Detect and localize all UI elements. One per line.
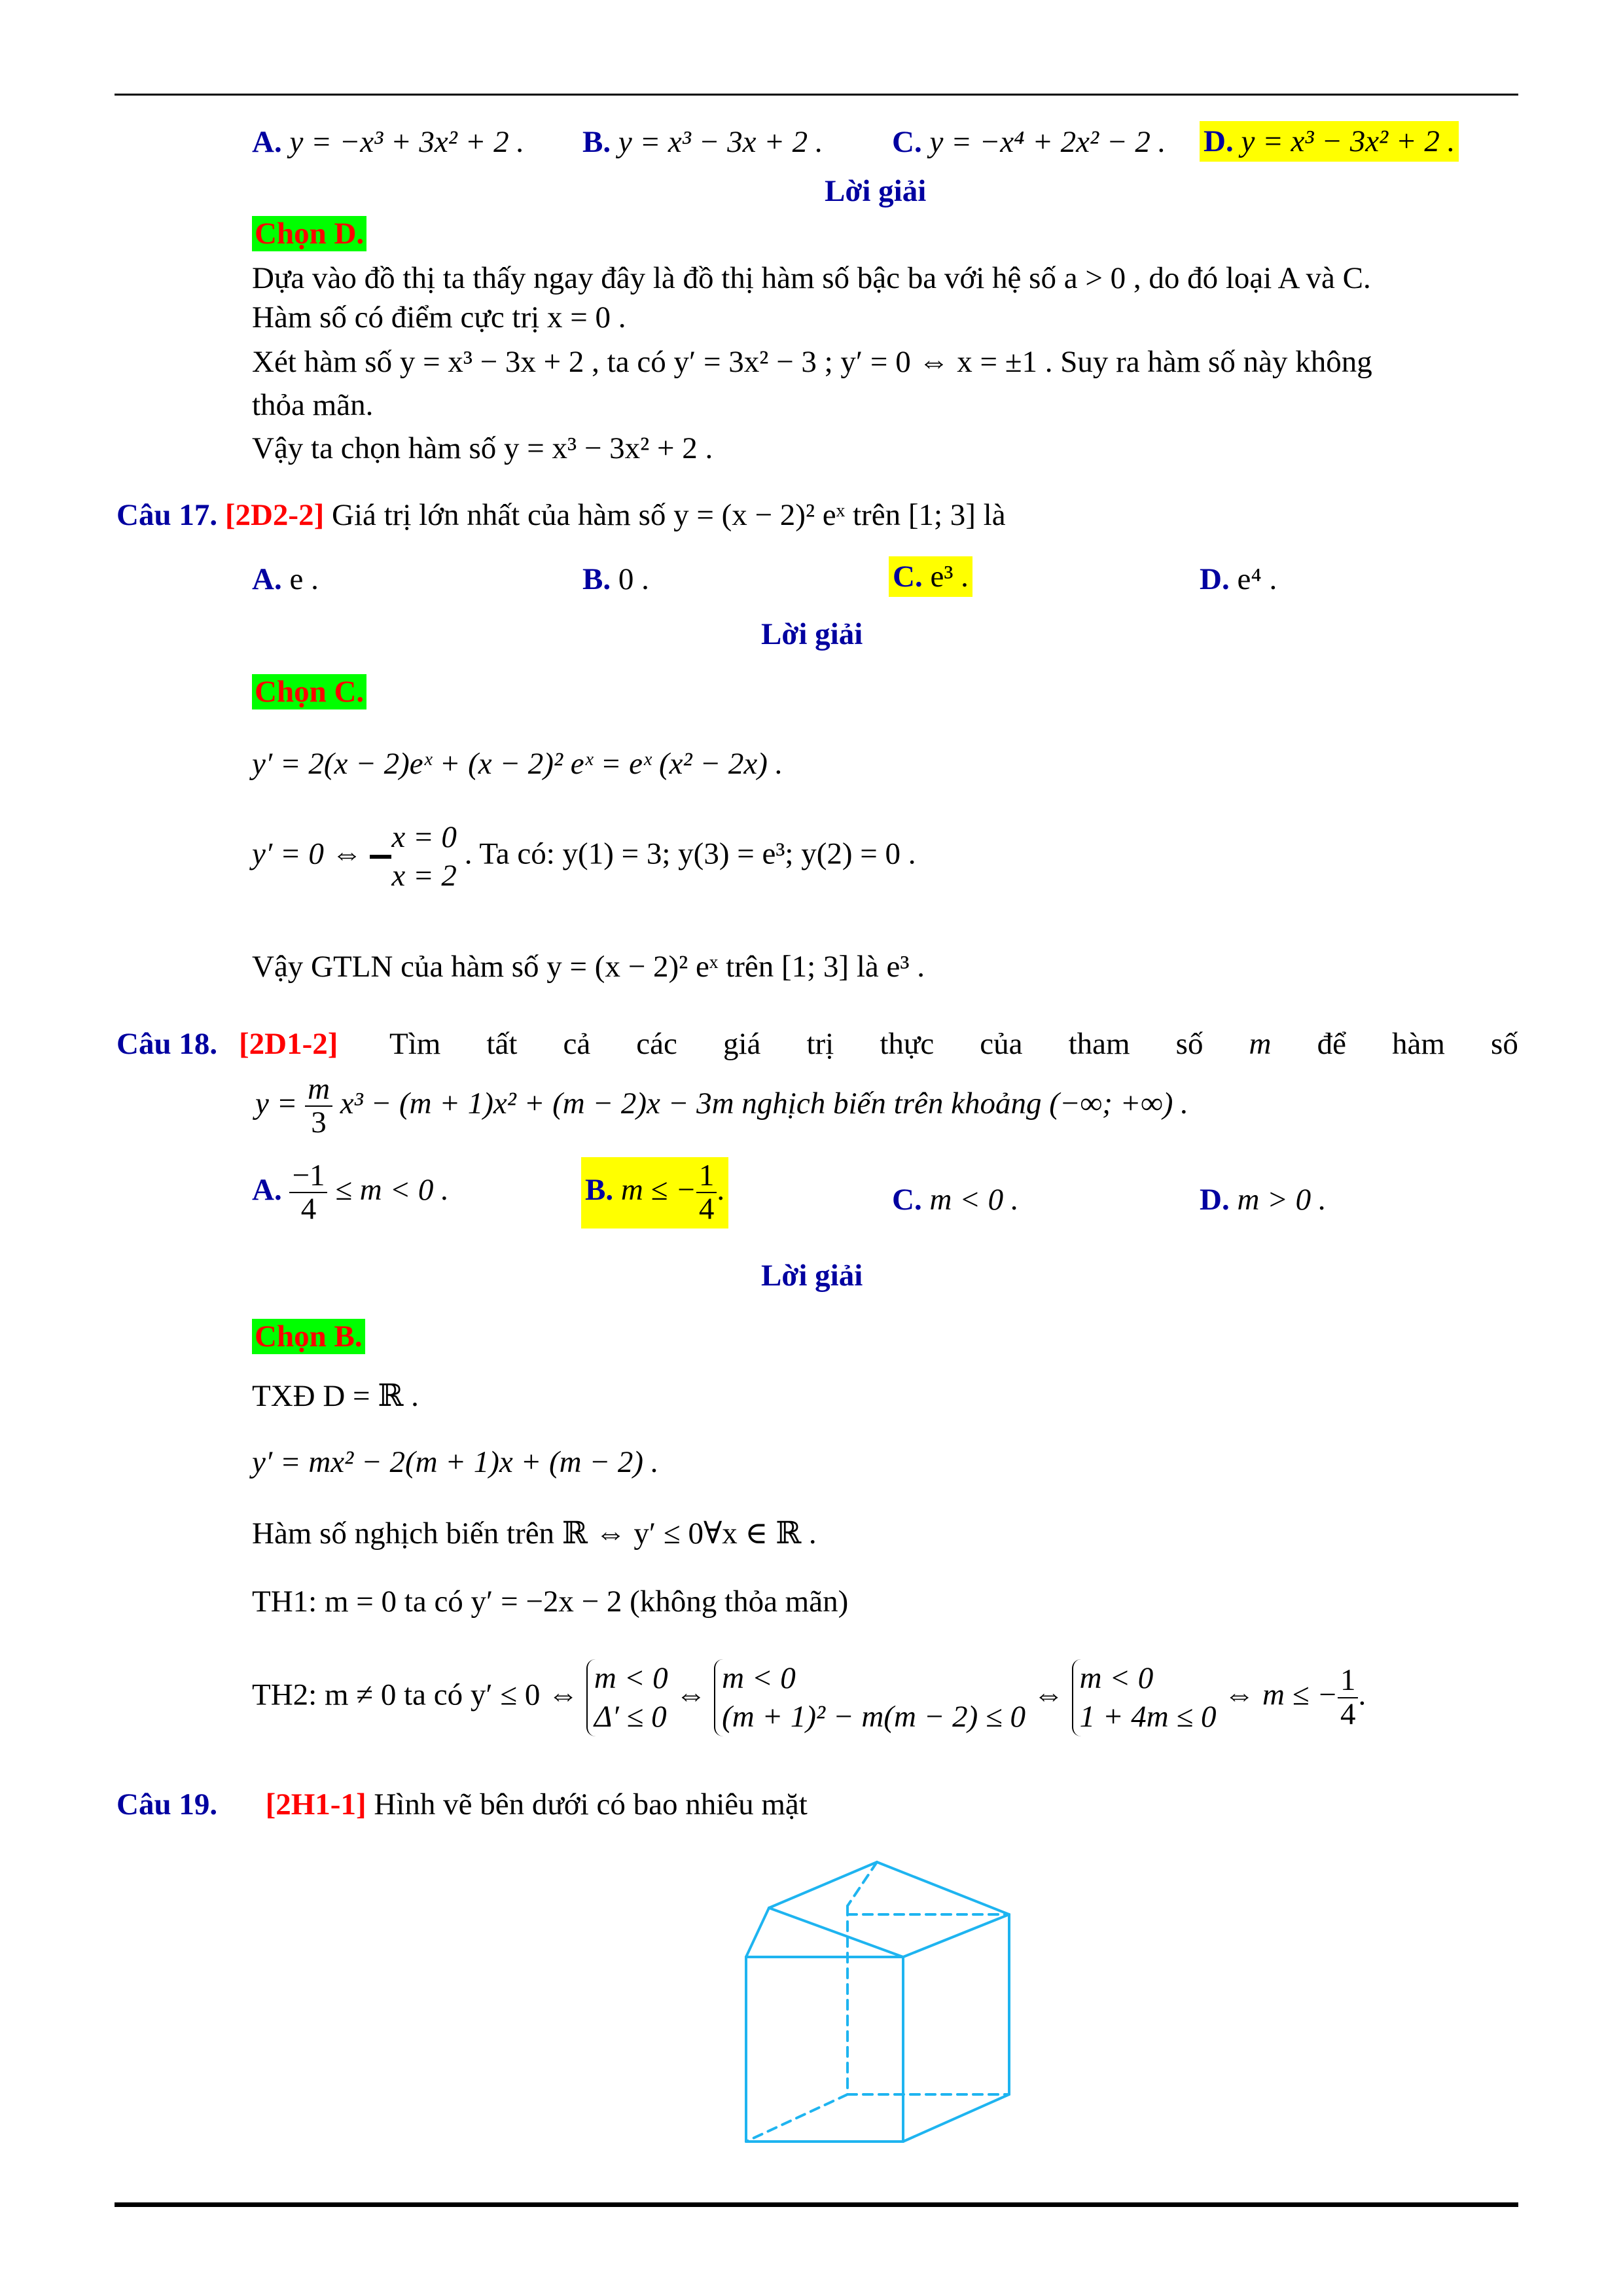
solution-bracket bbox=[370, 855, 391, 859]
function-rest: x³ − (m + 1)x² + (m − 2)x − 3m nghịch biến trên khoảng (−∞; +∞) . bbox=[340, 1086, 1188, 1121]
solution-line: x = 2 bbox=[391, 858, 457, 893]
word: trị bbox=[806, 1027, 834, 1061]
option-label: A. bbox=[252, 1173, 282, 1208]
q16-option-b bbox=[582, 124, 823, 160]
q18-solution-title: Lời giải bbox=[761, 1259, 863, 1293]
values-text: . Ta có: y(1) = 3; y(3) = e³; y(2) = 0 . bbox=[464, 836, 916, 871]
option-label: B. bbox=[582, 562, 611, 596]
q18-option-d: D. m > 0 . bbox=[1200, 1183, 1327, 1217]
q17-critical-points bbox=[252, 818, 916, 895]
q18-option-b: B. m ≤ − $\frac{1}{4}$ . bbox=[581, 1157, 728, 1229]
option-label: C. bbox=[892, 1183, 922, 1217]
word: tất bbox=[486, 1027, 518, 1061]
word: thực bbox=[880, 1027, 935, 1061]
option-text: y = x³ − 3x² + 2 . bbox=[1241, 124, 1455, 158]
option-label: C. bbox=[893, 560, 923, 594]
question-text: Hình vẽ bên dưới có bao nhiêu mặt bbox=[374, 1787, 808, 1821]
option-label: B. bbox=[585, 1173, 614, 1208]
result-fraction: $\frac{1}{4}$ bbox=[1338, 1664, 1359, 1731]
q17-option-d bbox=[1200, 562, 1277, 597]
q18-case-1: TH1: m = 0 ta có y′ = −2x − 2 (không thỏa mãn) bbox=[252, 1585, 849, 1619]
word: cả bbox=[563, 1027, 591, 1061]
option-label: D. bbox=[1204, 124, 1234, 158]
q17-question bbox=[116, 497, 1006, 533]
q17-option-c bbox=[889, 556, 972, 597]
q16-option-c bbox=[892, 124, 1166, 160]
q16-line-2: Hàm số có điểm cực trị x = 0 . bbox=[252, 300, 626, 334]
polyhedron-figure bbox=[720, 1859, 1034, 2147]
q17-choice: Chọn C. bbox=[252, 674, 366, 709]
word: Tìm bbox=[389, 1027, 441, 1061]
q16-option-d bbox=[1200, 121, 1459, 162]
q18-number: Câu 18. bbox=[116, 1027, 218, 1061]
option-text: y = −x³ + 3x² + 2 . bbox=[289, 125, 525, 159]
q17-option-a bbox=[252, 562, 319, 597]
question-text: Giá trị lớn nhất của hàm số y = (x − 2)² eˣ trên [1; 3] là bbox=[332, 498, 1006, 532]
option-text: y = −x⁴ + 2x² − 2 . bbox=[929, 125, 1166, 159]
q16-line-4: thỏa mãn. bbox=[252, 388, 374, 422]
option-label: D. bbox=[1200, 562, 1230, 596]
word: số bbox=[1175, 1027, 1204, 1061]
q17-derivative: y′ = 2(x − 2)eˣ + (x − 2)² eˣ = eˣ (x² − 2x) . bbox=[252, 747, 783, 781]
word: hàm bbox=[1392, 1027, 1445, 1061]
function-fraction: $\frac{m}{3}$ bbox=[305, 1073, 332, 1139]
option-text: e⁴ . bbox=[1237, 562, 1277, 596]
option-label: C. bbox=[892, 125, 922, 159]
q18-function: y = $\frac{m}{3}$ x³ − (m + 1)x² + (m − 2)x − 3m nghịch biến trên khoảng (−∞; +∞) . bbox=[255, 1072, 1188, 1140]
question-tag: [2H1-1] bbox=[265, 1787, 366, 1821]
q18-option-c: C. m < 0 . bbox=[892, 1183, 1019, 1217]
q17-conclusion: Vậy GTLN của hàm số y = (x − 2)² eˣ trên [1; 3] là e³ . bbox=[252, 950, 925, 984]
option-text: 0 . bbox=[618, 562, 649, 596]
q16-line-5: Vậy ta chọn hàm số y = x³ − 3x² + 2 . bbox=[252, 431, 713, 465]
q19-question bbox=[116, 1787, 808, 1822]
top-rule bbox=[115, 94, 1518, 96]
question-number: Câu 17. bbox=[116, 498, 218, 532]
word: để bbox=[1317, 1027, 1346, 1061]
option-label: A. bbox=[252, 562, 282, 596]
word: giá bbox=[722, 1027, 761, 1061]
word: tham bbox=[1068, 1027, 1130, 1061]
word: m bbox=[1249, 1027, 1272, 1061]
q18-choice: Chọn B. bbox=[252, 1319, 365, 1354]
q18-case-2: TH2: m ≠ 0 ta có y′ ≤ 0 ⇔ m < 0 Δ′ ≤ 0 ⇔ m < 0 (m + 1)² − m(m − 2) ≤ 0 ⇔ m < 0 1 + 4m ≤ 0 ⇔ m ≤ − $\frac{1}{4}$ . bbox=[252, 1659, 1366, 1736]
q16-line-3: Xét hàm số y = x³ − 3x + 2 , ta có y′ = 3x² − 3 ; y′ = 0 ⇔ x = ±1 . Suy ra hàm số này không bbox=[252, 345, 1372, 379]
option-label: A. bbox=[252, 125, 282, 159]
q18-condition: Hàm số nghịch biến trên ℝ ⇔ y′ ≤ 0∀x ∈ ℝ . bbox=[252, 1516, 817, 1551]
solution-line: x = 0 bbox=[391, 820, 457, 854]
question-tag: [2D2-2] bbox=[224, 498, 325, 532]
option-text: e³ . bbox=[930, 560, 969, 594]
system-1: m < 0 Δ′ ≤ 0 bbox=[586, 1659, 668, 1736]
q18-question-words bbox=[389, 1026, 1518, 1062]
q17-solution-title: Lời giải bbox=[761, 617, 863, 651]
option-text: y = x³ − 3x + 2 . bbox=[618, 125, 823, 159]
option-label: D. bbox=[1200, 1183, 1230, 1217]
q18-derivative: y′ = mx² − 2(m + 1)x + (m − 2) . bbox=[252, 1445, 659, 1479]
option-fraction: $\frac{-1}{4}$ bbox=[289, 1160, 327, 1226]
question-number: Câu 19. bbox=[116, 1787, 218, 1821]
q16-option-a bbox=[252, 124, 524, 160]
option-text: e . bbox=[289, 562, 319, 596]
q18-option-a: A. $\frac{-1}{4}$ ≤ m < 0 . bbox=[252, 1158, 449, 1227]
q16-solution-title: Lời giải bbox=[825, 174, 927, 208]
bottom-rule bbox=[115, 2202, 1518, 2207]
q18-domain: TXĐ D = ℝ . bbox=[252, 1379, 419, 1413]
word: các bbox=[636, 1027, 677, 1061]
word: của bbox=[980, 1027, 1023, 1061]
q16-line-1: Dựa vào đồ thị ta thấy ngay đây là đồ thị hàm số bậc ba với hệ số a > 0 , do đó loại A và C. bbox=[252, 261, 1371, 295]
q18-tag: [2D1-2] bbox=[239, 1027, 338, 1061]
derivative-zero: y′ = 0 ⇔ bbox=[252, 836, 363, 871]
word: số bbox=[1491, 1027, 1518, 1061]
system-2: m < 0 (m + 1)² − m(m − 2) ≤ 0 bbox=[714, 1659, 1026, 1736]
q16-choice: Chọn D. bbox=[252, 216, 366, 251]
option-label: B. bbox=[582, 125, 611, 159]
option-fraction: $\frac{1}{4}$ bbox=[696, 1160, 717, 1226]
system-3: m < 0 1 + 4m ≤ 0 bbox=[1072, 1659, 1217, 1736]
q17-option-b bbox=[582, 562, 649, 597]
